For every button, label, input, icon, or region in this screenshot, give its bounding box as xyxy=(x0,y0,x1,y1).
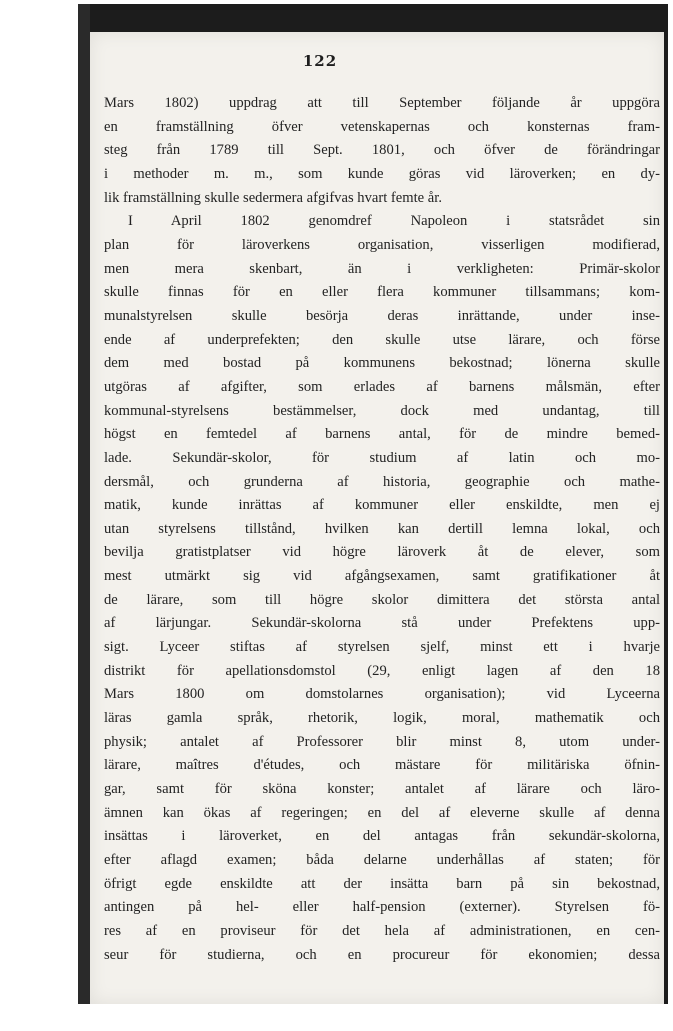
text-line: lade. Sekundär-skolor, för studium af latin och mo- xyxy=(104,449,660,466)
text-line: munalstyrelsen skulle besörja deras inrättande, under inse- xyxy=(104,307,660,324)
text-line: Mars 1802) uppdrag att till September följande år uppgöra xyxy=(104,95,660,111)
text-line: I April 1802 genomdref Napoleon i statsrådet sin xyxy=(128,213,660,230)
text-line: gar, samt för sköna konster; antalet af lärare och läro- xyxy=(104,781,660,798)
page-edge xyxy=(78,4,90,1004)
text-line: lärare, maîtres d'études, och mästare för militäriska öfnin- xyxy=(104,757,660,774)
text-line: kommunal-styrelsens bestämmelser, dock med undantag, till xyxy=(104,402,660,419)
text-line: men mera skenbart, än i verkligheten: Primär-skolor xyxy=(104,260,660,277)
page-number: 122 xyxy=(302,52,338,70)
text-line: sigt. Lyceer stiftas af styrelsen sjelf, minst ett i hvarje xyxy=(104,639,660,656)
text-line: steg från 1789 till Sept. 1801, och öfver de förändringar xyxy=(104,142,660,159)
text-line: dem med bostad på kommunens bekostnad; lönerna skulle xyxy=(104,355,660,372)
text-line: insättas i läroverket, en del antagas från sekundär-skolorna, xyxy=(104,828,660,845)
text-line: ende af underprefekten; den skulle utse lärare, och förse xyxy=(104,331,660,348)
text-line: af lärjungar. Sekundär-skolorna stå under Prefektens upp- xyxy=(104,615,660,632)
text-line: högst en femtedel af barnens antal, för de mindre bemed- xyxy=(104,426,660,443)
text-line: utan styrelsens tillstånd, hvilken kan dertill lemna lokal, och xyxy=(104,520,660,537)
text-line: physik; antalet af Professorer blir minst 8, utom under- xyxy=(104,733,660,750)
text-line: res af en proviseur för det hela af administrationen, en cen- xyxy=(104,922,660,939)
text-line: öfrigt egde enskildte att der insätta barn på sin bekostnad, xyxy=(104,875,660,892)
text-line: mest utmärkt sig vid afgångsexamen, samt gratifikationer åt xyxy=(104,568,660,585)
text-line: plan för läroverkens organisation, visserligen modifierad, xyxy=(104,236,660,253)
text-line: antingen på hel- eller half-pension (externer). Styrelsen fö- xyxy=(104,899,660,916)
text-line: efter aflagd examen; båda delarne underhållas af staten; för xyxy=(104,852,660,868)
body-text xyxy=(104,92,660,967)
text-line: matik, kunde inrättas af kommuner eller enskildte, men ej xyxy=(104,497,660,514)
text-line: de lärare, som till högre skolor dimittera det största antal xyxy=(104,591,660,608)
text-line: läras gamla språk, rhetorik, logik, moral, mathematik och xyxy=(104,710,660,727)
text-line: utgöras af afgifter, som erlades af barnens målsmän, efter xyxy=(104,378,660,395)
text-line: en framställning öfver vetenskapernas och konsternas fram- xyxy=(104,118,660,135)
text-line: skulle finnas för en eller flera kommuner tillsammans; kom- xyxy=(104,284,660,301)
text-line: seur för studierna, och en procureur för ekonomien; dessa xyxy=(104,946,660,963)
text-line: dersmål, och grunderna af historia, geographie och mathe- xyxy=(104,473,660,490)
text-line: bevilja gratistplatser vid högre läroverk åt de elever, som xyxy=(104,544,660,561)
text-line: i methoder m. m., som kunde göras vid läroverken; en dy- xyxy=(104,165,660,182)
text-line: ämnen kan ökas af regeringen; en del af eleverne skulle af denna xyxy=(104,804,660,821)
text-line: Mars 1800 om domstolarnes organisation); vid Lyceerna xyxy=(104,686,660,703)
text-line: distrikt för apellationsdomstol (29, enligt lagen af den 18 xyxy=(104,662,660,679)
text-line: lik framställning skulle sedermera afgifvas hvart femte år. xyxy=(104,189,442,206)
